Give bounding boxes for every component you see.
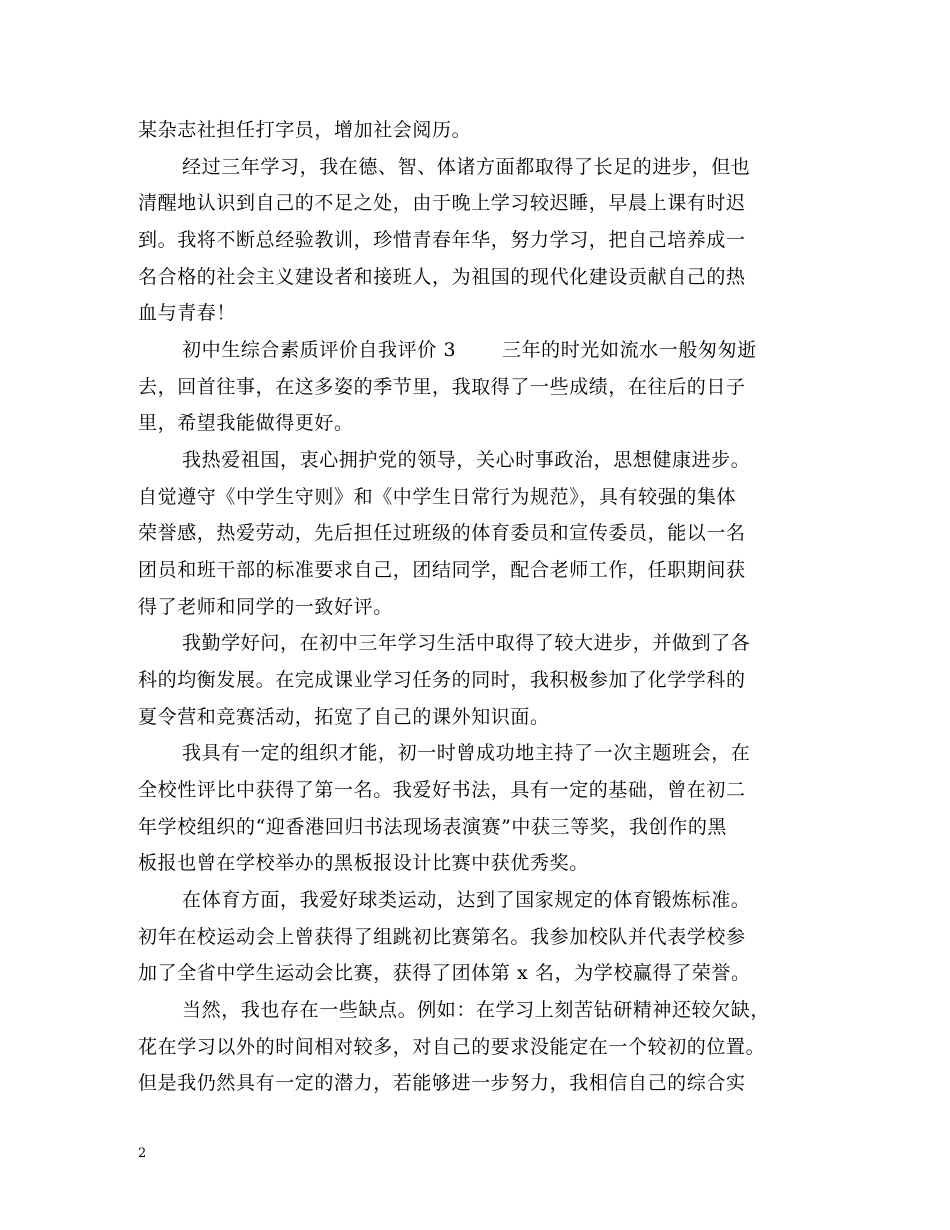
text-line: 自觉遵守《中学生守则》和《中学生日常行为规范》，具有较强的集体 — [138, 486, 737, 508]
paragraph-first-line: 在体育方面，我爱好球类运动，达到了国家规定的体育锻炼标准。 — [182, 889, 751, 911]
text-line: 荣誉感，热爱劳动，先后担任过班级的体育委员和宣传委员，能以一名 — [138, 522, 746, 544]
text-line: 得了老师和同学的一致好评。 — [138, 596, 393, 618]
text-line: 名合格的社会主义建设者和接班人，为祖国的现代化建设贡献自己的热 — [138, 266, 746, 288]
text-line: 初年在校运动会上曾获得了组跳初比赛第名。我参加校队并代表学校参 — [138, 926, 746, 948]
text-line: 但是我仍然具有一定的潜力，若能够进一步努力，我相信自己的综合实 — [138, 1072, 746, 1094]
text-line: 团员和班干部的标准要求自己，团结同学，配合老师工作，任职期间获 — [138, 559, 746, 581]
text-line: 清醒地认识到自己的不足之处，由于晚上学习较迟睡，早晨上课有时迟 — [138, 192, 746, 214]
text-line: 里，希望我能做得更好。 — [138, 412, 354, 434]
paragraph-first-line: 经过三年学习，我在德、智、体诸方面都取得了长足的进步，但也 — [182, 156, 751, 178]
text-line: 年学校组织的“迎香港回归书法现场表演赛”中获三等奖，我创作的黑 — [138, 816, 728, 838]
paragraph-first-line: 初中生综合素质评价自我评价 3 三年的时光如流水一般匆匆逝 — [182, 339, 757, 361]
text-line: 加了全省中学生运动会比赛，获得了团体第 x 名，为学校赢得了荣誉。 — [138, 962, 751, 984]
text-line: 板报也曾在学校举办的黑板报设计比赛中获优秀奖。 — [138, 852, 589, 874]
text-line: 到。我将不断总经验教训，珍惜青春年华，努力学习，把自己培养成一 — [138, 229, 746, 251]
text-line: 去，回首往事，在这多姿的季节里，我取得了一些成绩，在往后的日子 — [138, 376, 746, 398]
text-line: 科的均衡发展。在完成课业学习任务的同时，我积极参加了化学学科的 — [138, 669, 746, 691]
paragraph-first-line: 当然，我也存在一些缺点。例如：在学习上刻苦钻研精神还较欠缺， — [182, 999, 771, 1021]
paragraph-first-line: 我热爱祖国，衷心拥护党的领导，关心时事政治，思想健康进步。 — [182, 449, 751, 471]
page-number: 2 — [138, 1146, 147, 1161]
text-line: 某杂志社担任打字员，增加社会阅历。 — [138, 119, 472, 141]
text-line: 花在学习以外的时间相对较多，对自己的要求没能定在一个较初的位置。 — [138, 1036, 766, 1058]
paragraph-first-line: 我勤学好问，在初中三年学习生活中取得了较大进步，并做到了各 — [182, 632, 751, 654]
text-line: 夏令营和竞赛活动，拓宽了自己的课外知识面。 — [138, 706, 550, 728]
paragraph-first-line: 我具有一定的组织才能，初一时曾成功地主持了一次主题班会，在 — [182, 742, 751, 764]
text-line: 血与青春！ — [138, 302, 237, 324]
text-line: 全校性评比中获得了第一名。我爱好书法，具有一定的基础，曾在初二 — [138, 779, 746, 801]
